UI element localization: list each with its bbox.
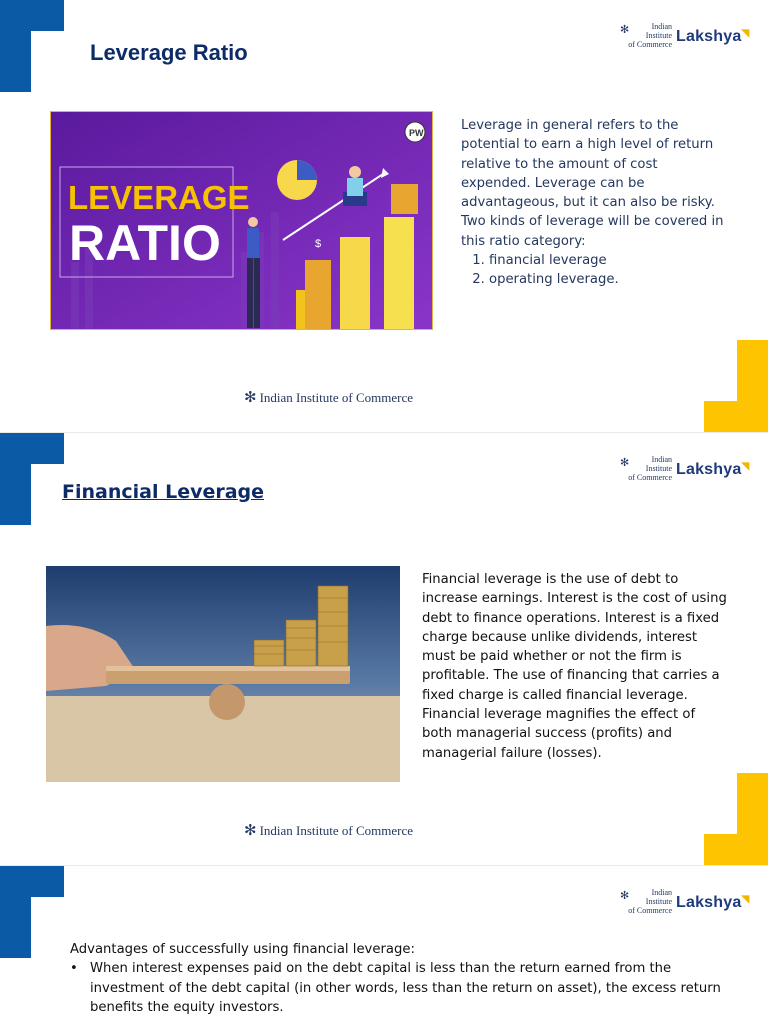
list-item: 2. operating leverage. — [489, 270, 731, 289]
slide-financial-leverage — [0, 433, 768, 865]
corner-accent-top-left — [0, 433, 64, 525]
corner-accent-top-left — [0, 0, 64, 92]
snowflake-icon: ✻ — [244, 390, 257, 406]
snowflake-icon: ✻ — [620, 23, 630, 36]
logo-line-2: Institute — [645, 464, 672, 473]
advantages-heading: Advantages of successfully using financial leverage: — [70, 942, 415, 957]
snowflake-icon: ✻ — [620, 456, 630, 469]
leverage-ratio-illustration — [50, 111, 433, 330]
snowflake-icon: ✻ — [620, 889, 630, 902]
section-title: Financial Leverage — [62, 481, 265, 503]
slide-leverage-ratio — [0, 0, 768, 432]
page-title: Leverage Ratio — [90, 40, 248, 65]
list-item: 1. financial leverage — [489, 251, 731, 270]
svg-text:RATIO: RATIO — [69, 215, 221, 271]
advantages-list — [70, 959, 730, 1017]
logo-line-3: of Commerce — [628, 473, 672, 482]
logo-line-1: Indian — [651, 22, 672, 31]
logo-line-3: of Commerce — [628, 906, 672, 915]
financial-leverage-paragraph-2: Financial leverage magnifies the effect of both managerial success (profits) and managerial failure (losses). — [422, 707, 696, 761]
footer-institute: ✻ Indian Institute of Commerce — [244, 823, 414, 839]
coins-seesaw-photo — [46, 566, 400, 782]
financial-leverage-paragraph-1: Financial leverage is the use of debt to increase earnings. Interest is the cost of using debt to finance operations. Interest is a fixed charge because unlike dividends, interest must be paid whether or not the firm is profitable. The use of financing that carries a fixed charge is called financial leverage. — [422, 572, 727, 703]
corner-accent-top-left — [0, 866, 64, 958]
svg-text:LEVERAGE: LEVERAGE — [68, 179, 250, 216]
lakshya-logo — [618, 886, 750, 916]
footer-institute: ✻ Indian Institute of Commerce — [244, 390, 414, 406]
logo-line-1: Indian — [651, 455, 672, 464]
slide-advantages — [0, 866, 768, 1024]
svg-text:PW: PW — [409, 128, 424, 138]
logo-name: Lakshya◥ — [676, 28, 750, 45]
logo-line-2: Institute — [645, 897, 672, 906]
snowflake-icon: ✻ — [244, 823, 257, 839]
lakshya-logo — [618, 20, 750, 50]
financial-leverage-description — [422, 570, 728, 763]
advantages-text — [70, 940, 730, 1017]
leverage-kinds-list — [461, 251, 731, 290]
corner-accent-bottom-right — [704, 340, 768, 432]
list-item: • When interest expenses paid on the debt capital is less than the return earned from the investment of the debt capital (in other words, less than the return on asset), the excess return benefits the equity investors. — [90, 959, 730, 1017]
corner-accent-bottom-right — [704, 773, 768, 865]
svg-text:$: $ — [315, 238, 322, 250]
logo-name: Lakshya◥ — [676, 894, 750, 911]
logo-line-2: Institute — [645, 31, 672, 40]
logo-line-1: Indian — [651, 888, 672, 897]
lakshya-logo — [618, 453, 750, 483]
logo-line-3: of Commerce — [628, 40, 672, 49]
logo-name: Lakshya◥ — [676, 461, 750, 478]
leverage-paragraph: Leverage in general refers to the potential to earn a high level of return relative to the amount of cost expended. Leverage can be advantageous, but it can also be risky. Two kinds of leverage will be covered in this ratio category: — [461, 118, 724, 249]
leverage-description — [461, 116, 731, 290]
